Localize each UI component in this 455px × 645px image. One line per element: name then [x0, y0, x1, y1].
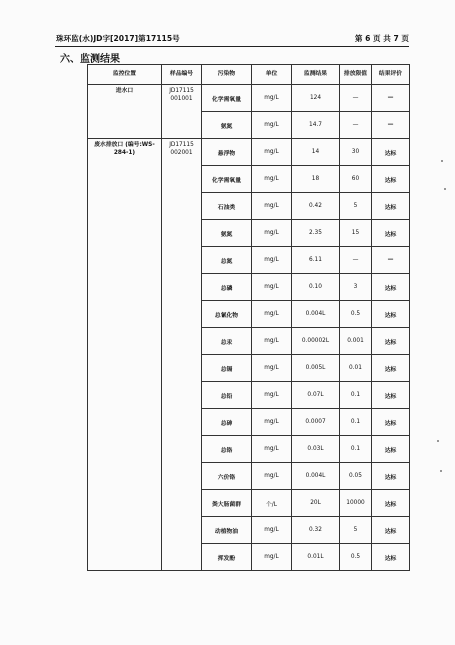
limit-cell: —: [340, 247, 372, 274]
scan-speck: [444, 188, 446, 190]
scan-speck: [437, 440, 439, 442]
page-number: 第 6 页 共 7 页: [354, 34, 409, 43]
column-header-sample-id: 样品编号: [162, 65, 202, 85]
unit-cell: mg/L: [252, 193, 292, 220]
result-cell: 0.10: [292, 274, 340, 301]
limit-cell: 0.05: [340, 463, 372, 490]
unit-cell: mg/L: [252, 517, 292, 544]
evaluation-cell: —: [372, 247, 410, 274]
limit-cell: 5: [340, 193, 372, 220]
evaluation-cell: 达标: [372, 301, 410, 328]
pollutant-cell: 总铬: [202, 436, 252, 463]
unit-cell: mg/L: [252, 409, 292, 436]
result-cell: 0.004L: [292, 301, 340, 328]
result-cell: 0.03L: [292, 436, 340, 463]
limit-cell: —: [340, 112, 372, 139]
section-title: 六、监测结果: [60, 54, 120, 65]
limit-cell: 0.01: [340, 355, 372, 382]
limit-cell: 0.001: [340, 328, 372, 355]
limit-cell: 0.1: [340, 409, 372, 436]
result-cell: 14.7: [292, 112, 340, 139]
result-cell: 0.004L: [292, 463, 340, 490]
table-row: [88, 85, 410, 112]
pollutant-cell: 总汞: [202, 328, 252, 355]
result-cell: 14: [292, 139, 340, 166]
evaluation-cell: 达标: [372, 139, 410, 166]
unit-cell: mg/L: [252, 301, 292, 328]
result-cell: 0.00002L: [292, 328, 340, 355]
unit-cell: mg/L: [252, 220, 292, 247]
result-cell: 0.07L: [292, 382, 340, 409]
unit-cell: mg/L: [252, 544, 292, 571]
pollutant-cell: 总氮: [202, 247, 252, 274]
pollutant-cell: 悬浮物: [202, 139, 252, 166]
unit-cell: mg/L: [252, 112, 292, 139]
result-cell: 0.01L: [292, 544, 340, 571]
column-header-location: 监控位置: [88, 65, 162, 85]
evaluation-cell: 达标: [372, 166, 410, 193]
limit-cell: —: [340, 85, 372, 112]
unit-cell: mg/L: [252, 247, 292, 274]
unit-cell: mg/L: [252, 355, 292, 382]
unit-cell: mg/L: [252, 436, 292, 463]
limit-cell: 10000: [340, 490, 372, 517]
pollutant-cell: 粪大肠菌群: [202, 490, 252, 517]
pollutant-cell: 六价铬: [202, 463, 252, 490]
table-row: [88, 139, 410, 166]
unit-cell: mg/L: [252, 382, 292, 409]
result-cell: 0.005L: [292, 355, 340, 382]
result-cell: 18: [292, 166, 340, 193]
limit-cell: 0.5: [340, 301, 372, 328]
evaluation-cell: 达标: [372, 463, 410, 490]
pollutant-cell: 总氰化物: [202, 301, 252, 328]
evaluation-cell: 达标: [372, 436, 410, 463]
evaluation-cell: 达标: [372, 517, 410, 544]
unit-cell: 个/L: [252, 490, 292, 517]
table-header-row: [88, 65, 410, 85]
unit-cell: mg/L: [252, 463, 292, 490]
pollutant-cell: 总镉: [202, 355, 252, 382]
page-header: [56, 33, 409, 45]
pollutant-cell: 化学需氧量: [202, 85, 252, 112]
monitoring-results-table: [87, 64, 410, 571]
scan-speck: [440, 470, 442, 472]
unit-cell: mg/L: [252, 166, 292, 193]
pollutant-cell: 氨氮: [202, 220, 252, 247]
column-header-unit: 单位: [252, 65, 292, 85]
pollutant-cell: 石油类: [202, 193, 252, 220]
evaluation-cell: 达标: [372, 355, 410, 382]
pollutant-cell: 化学需氧量: [202, 166, 252, 193]
limit-cell: 3: [340, 274, 372, 301]
column-header-pollutant: 污染物: [202, 65, 252, 85]
limit-cell: 0.1: [340, 382, 372, 409]
evaluation-cell: —: [372, 112, 410, 139]
unit-cell: mg/L: [252, 85, 292, 112]
sample-id-cell: JD17115 001001: [162, 85, 202, 139]
evaluation-cell: 达标: [372, 544, 410, 571]
evaluation-cell: 达标: [372, 274, 410, 301]
evaluation-cell: 达标: [372, 193, 410, 220]
evaluation-cell: 达标: [372, 220, 410, 247]
limit-cell: 0.5: [340, 544, 372, 571]
unit-cell: mg/L: [252, 274, 292, 301]
result-cell: 20L: [292, 490, 340, 517]
unit-cell: mg/L: [252, 328, 292, 355]
pollutant-cell: 总砷: [202, 409, 252, 436]
pollutant-cell: 挥发酚: [202, 544, 252, 571]
column-header-result: 监测结果: [292, 65, 340, 85]
pollutant-cell: 总磷: [202, 274, 252, 301]
location-cell: 废水排放口 (编号:WS-284-1): [88, 139, 162, 571]
limit-cell: 30: [340, 139, 372, 166]
evaluation-cell: 达标: [372, 409, 410, 436]
location-cell: 进水口: [88, 85, 162, 139]
result-cell: 0.42: [292, 193, 340, 220]
result-cell: 0.0007: [292, 409, 340, 436]
scan-speck: [441, 160, 443, 162]
limit-cell: 60: [340, 166, 372, 193]
result-cell: 124: [292, 85, 340, 112]
pollutant-cell: 氨氮: [202, 112, 252, 139]
pollutant-cell: 动植物油: [202, 517, 252, 544]
evaluation-cell: 达标: [372, 328, 410, 355]
evaluation-cell: —: [372, 85, 410, 112]
unit-cell: mg/L: [252, 139, 292, 166]
evaluation-cell: 达标: [372, 490, 410, 517]
limit-cell: 0.1: [340, 436, 372, 463]
limit-cell: 5: [340, 517, 372, 544]
result-cell: 6.11: [292, 247, 340, 274]
evaluation-cell: 达标: [372, 382, 410, 409]
result-cell: 2.35: [292, 220, 340, 247]
limit-cell: 15: [340, 220, 372, 247]
column-header-limit: 排放限值: [340, 65, 372, 85]
document-number: 珠环监(水)JD字[2017]第17115号: [56, 34, 180, 43]
result-cell: 0.32: [292, 517, 340, 544]
header-rule: [55, 46, 409, 47]
sample-id-cell: JD17115 002001: [162, 139, 202, 571]
column-header-evaluation: 结果评价: [372, 65, 410, 85]
pollutant-cell: 总铅: [202, 382, 252, 409]
